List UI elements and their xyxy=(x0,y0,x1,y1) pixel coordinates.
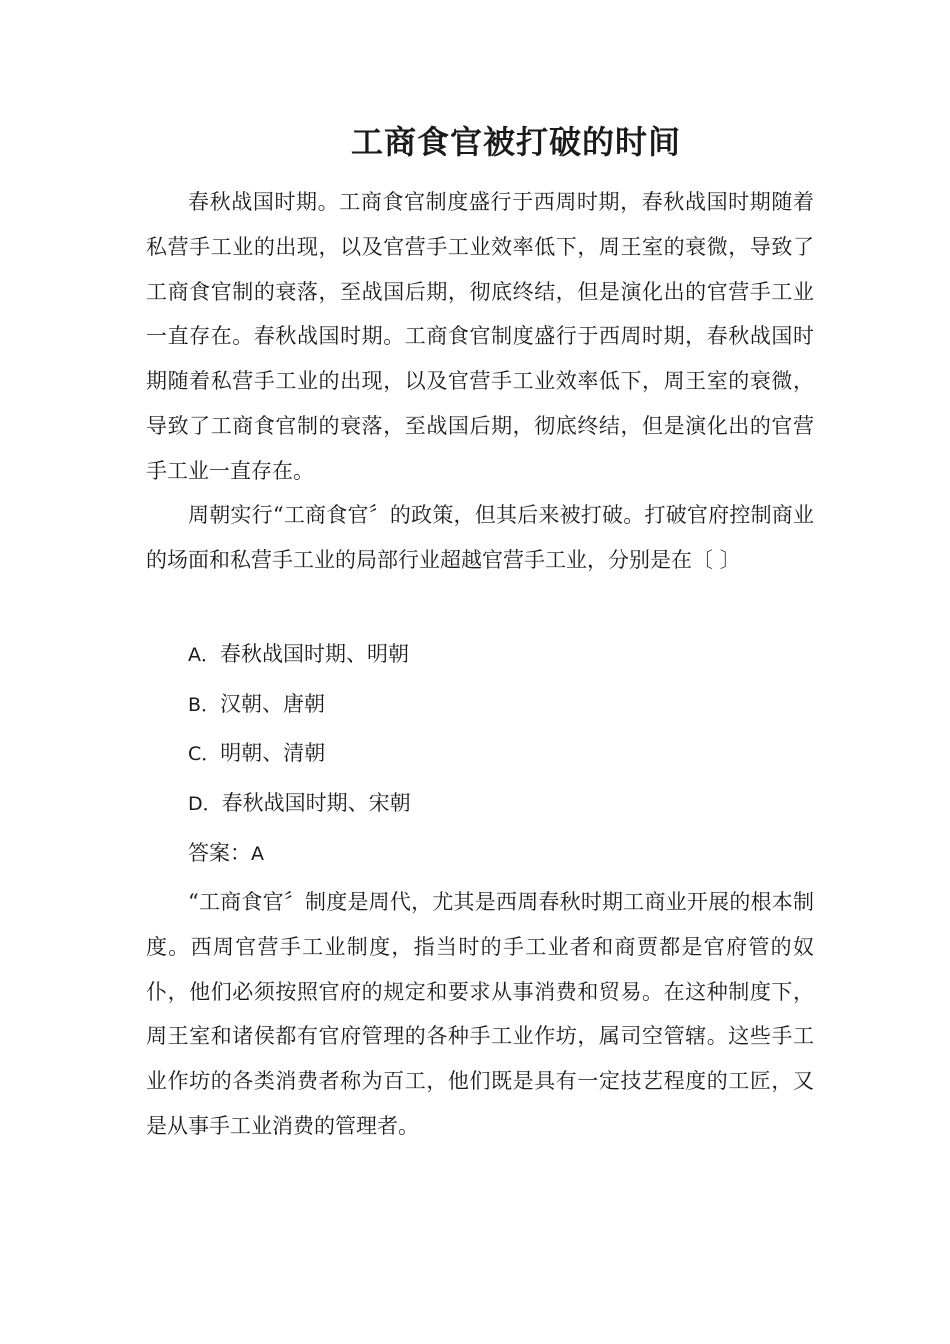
option-b xyxy=(188,689,325,720)
question-text: 周朝实行“工商食官〞的政策，但其后来被打破。打破官府控制商业的场面和私营手工业的局部行业超越官营手工业，分别是在〔 〕 xyxy=(146,503,814,572)
answer-label: 答案： xyxy=(188,841,251,865)
option-a-text: 春秋战国时期、明朝 xyxy=(220,642,409,666)
option-a-letter: A． xyxy=(188,644,220,666)
option-d-letter: D． xyxy=(188,793,222,815)
paragraph-intro: 春秋战国时期。工商食官制度盛行于西周时期，春秋战国时期随着私营手工业的出现，以及官营手工业效率低下，周王室的衰微，导致了工商食官制的衰落，至战国后期，彻底终结，但是演化出的官营手工业一直存在。春秋战国时期。工商食官制度盛行于西周时期，春秋战国时期随着私营手工业的出现，以及官营手工业效率低下，周王室的衰微，导致了工商食官制的衰落，至战国后期，彻底终结，但是演化出的官营手工业一直存在。 xyxy=(146,190,814,483)
option-a xyxy=(188,639,409,670)
answer-line xyxy=(188,838,264,869)
option-d xyxy=(188,788,411,819)
option-d-text: 春秋战国时期、宋朝 xyxy=(221,791,411,815)
option-c-text: 明朝、清朝 xyxy=(220,741,326,765)
option-c xyxy=(188,738,325,769)
explanation-paragraph: “工商食官〞制度是周代，尤其是西周春秋时期工商业开展的根本制度。西周官营手工业制度，指当时的手工业者和商贾都是官府管的奴仆，他们必须按照官府的规定和要求从事消费和贸易。在这种制度下，周王室和诸侯都有官府管理的各种手工业作坊，属司空管辖。这些手工业作坊的各类消费者称为百工，他们既是具有一定技艺程度的工匠，又是从事手工业消费的管理者。 xyxy=(146,890,814,1138)
option-c-letter: C． xyxy=(188,743,221,765)
document-title: 工商食官被打破的时间 xyxy=(350,123,681,161)
option-b-text: 汉朝、唐朝 xyxy=(220,692,326,716)
answer-value: A xyxy=(251,843,264,865)
option-b-letter: B． xyxy=(188,694,221,716)
